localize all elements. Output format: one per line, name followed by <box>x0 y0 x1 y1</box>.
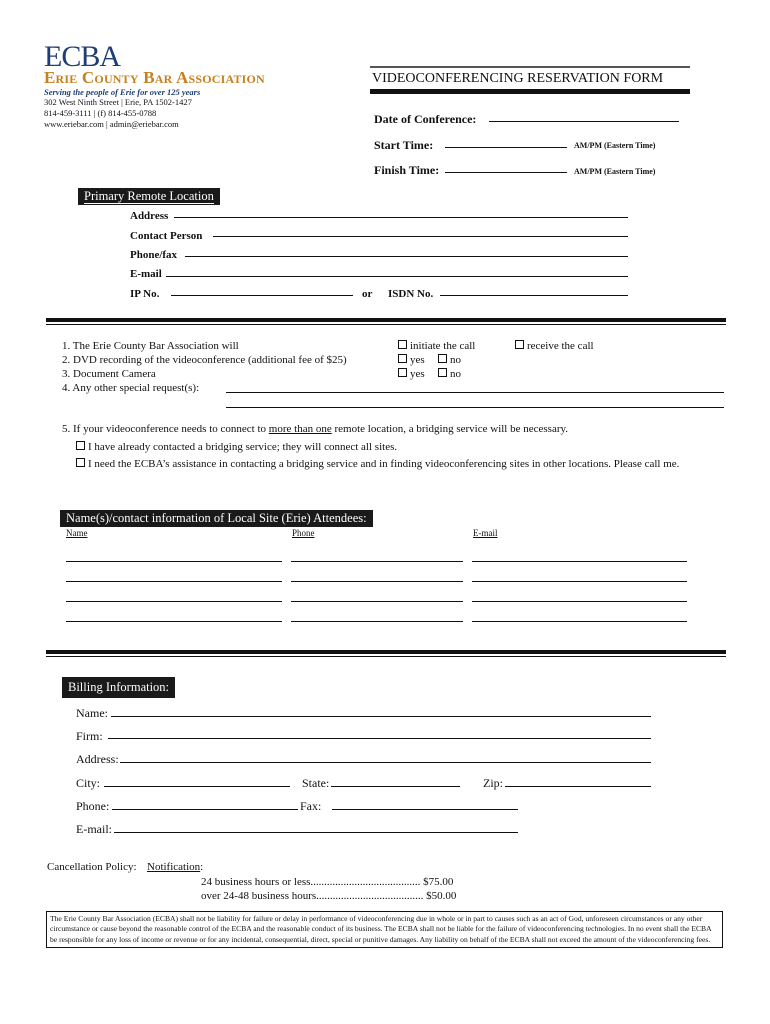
option-1: 1. The Erie County Bar Association will <box>62 340 239 352</box>
billing-address-label: Address: <box>76 752 119 766</box>
attendee-phone-field[interactable] <box>291 601 463 602</box>
camera-no-option[interactable]: no <box>438 368 461 380</box>
bridge-2-checkbox[interactable] <box>76 458 85 467</box>
option-2: 2. DVD recording of the videoconference (additional fee of $25) <box>62 354 347 366</box>
finish-ampm-note: AM/PM (Eastern Time) <box>574 167 656 176</box>
email-field[interactable] <box>166 276 628 277</box>
billing-heading: Billing Information: <box>62 677 175 698</box>
camera-yes-checkbox[interactable] <box>398 368 407 377</box>
billing-phone-label: Phone: <box>76 799 110 813</box>
dvd-yes-option[interactable]: yes <box>398 354 425 366</box>
address-field[interactable] <box>174 217 628 218</box>
phone-fax-label: Phone/fax <box>130 249 178 261</box>
org-address: 302 West Ninth Street | Erie, PA 1502-1427 <box>44 97 192 107</box>
start-time-field[interactable] <box>445 147 567 148</box>
special-request-field-2[interactable] <box>226 407 724 408</box>
receive-call-checkbox[interactable] <box>515 340 524 349</box>
initiate-call-option[interactable]: initiate the call <box>398 340 475 352</box>
org-phone: 814-459-3111 | (f) 814-455-0788 <box>44 108 157 118</box>
camera-no-checkbox[interactable] <box>438 368 447 377</box>
billing-firm-field[interactable] <box>108 738 651 739</box>
fee-line-1: 24 business hours or less........................................ $75.00 <box>201 876 454 888</box>
option-3: 3. Document Camera <box>62 368 156 380</box>
title-rule-top <box>370 66 690 68</box>
attendee-name-field[interactable] <box>66 601 282 602</box>
ip-label: IP No. <box>130 288 160 300</box>
ip-field[interactable] <box>171 295 353 296</box>
start-time-label: Start Time: <box>374 138 434 152</box>
isdn-field[interactable] <box>440 295 628 296</box>
bridge-option-1[interactable]: I have already contacted a bridging service; they will connect all sites. <box>76 441 397 453</box>
camera-yes-option[interactable]: yes <box>398 368 425 380</box>
attendee-phone-field[interactable] <box>291 621 463 622</box>
special-request-field-1[interactable] <box>226 392 724 393</box>
start-ampm-note: AM/PM (Eastern Time) <box>574 141 656 150</box>
ecba-logo: ECBA <box>44 40 121 73</box>
billing-name-field[interactable] <box>111 716 651 717</box>
billing-state-field[interactable] <box>331 786 460 787</box>
cancellation-notification: Notification: <box>147 861 204 873</box>
billing-state-label: State: <box>302 776 330 790</box>
attendee-name-field[interactable] <box>66 581 282 582</box>
billing-fax-label: Fax: <box>300 799 322 813</box>
bridge-option-2[interactable]: I need the ECBA’s assistance in contacting a bridging service and in finding videoconferencing sites in other locations. Please call me. <box>76 458 679 470</box>
billing-zip-label: Zip: <box>483 776 503 790</box>
attendee-email-field[interactable] <box>472 581 687 582</box>
attendee-name-field[interactable] <box>66 561 282 562</box>
initiate-call-checkbox[interactable] <box>398 340 407 349</box>
billing-fax-field[interactable] <box>332 809 518 810</box>
section-rule-2 <box>46 650 726 654</box>
option-4: 4. Any other special request(s): <box>62 382 200 394</box>
billing-name-label: Name: <box>76 706 108 720</box>
date-label: Date of Conference: <box>374 112 477 126</box>
primary-location-heading: Primary Remote Location <box>78 188 220 205</box>
or-label: or <box>362 288 373 300</box>
date-field[interactable] <box>489 121 679 122</box>
receive-call-option[interactable]: receive the call <box>515 340 594 352</box>
attendees-heading: Name(s)/contact information of Local Site (Erie) Attendees: <box>60 510 373 527</box>
contact-label: Contact Person <box>130 230 203 242</box>
address-label: Address <box>130 210 169 222</box>
billing-city-label: City: <box>76 776 101 790</box>
fee-line-2: over 24-48 business hours....................................... $50.00 <box>201 890 457 902</box>
org-web: www.eriebar.com | admin@eriebar.com <box>44 119 179 129</box>
form-title: VIDEOCONFERENCING RESERVATION FORM <box>372 71 664 86</box>
section-rule-1 <box>46 318 726 322</box>
org-tagline: Serving the people of Erie for over 125 years <box>44 87 201 97</box>
billing-firm-label: Firm: <box>76 729 103 743</box>
cancellation-label: Cancellation Policy: <box>47 861 137 873</box>
col-email-header: E-mail <box>473 528 498 538</box>
billing-zip-field[interactable] <box>505 786 651 787</box>
section-rule-2b <box>46 656 726 657</box>
billing-phone-field[interactable] <box>112 809 298 810</box>
isdn-label: ISDN No. <box>388 288 434 300</box>
option-5: 5. If your videoconference needs to connect to more than one remote location, a bridging service will be necessary. <box>62 423 569 435</box>
col-phone-header: Phone <box>292 528 315 538</box>
org-name: Erie County Bar Association <box>44 68 265 87</box>
attendee-name-field[interactable] <box>66 621 282 622</box>
billing-email-label: E-mail: <box>76 822 112 836</box>
phone-fax-field[interactable] <box>185 256 628 257</box>
billing-email-field[interactable] <box>114 832 518 833</box>
bridge-1-checkbox[interactable] <box>76 441 85 450</box>
finish-time-field[interactable] <box>445 172 567 173</box>
dvd-no-option[interactable]: no <box>438 354 461 366</box>
col-name-header: Name <box>66 528 88 538</box>
attendee-email-field[interactable] <box>472 601 687 602</box>
title-rule-bottom <box>370 89 690 94</box>
dvd-no-checkbox[interactable] <box>438 354 447 363</box>
billing-address-field[interactable] <box>120 762 651 763</box>
attendee-email-field[interactable] <box>472 621 687 622</box>
email-label: E-mail <box>130 268 162 280</box>
attendee-phone-field[interactable] <box>291 561 463 562</box>
finish-time-label: Finish Time: <box>374 163 440 177</box>
dvd-yes-checkbox[interactable] <box>398 354 407 363</box>
contact-field[interactable] <box>213 236 628 237</box>
liability-disclaimer: The Erie County Bar Association (ECBA) shall not be liability for failure or delay in performance of videoconferencing due in whole or in part to causes such as an act of God, unforeseen circumstances or any other circumstance or cause beyond the reasonable control of the ECBA and the reasonable conduct of its business. The ECBA shall not be liable for the failure of videoconferencing technologies. In no event shall the ECBA be responsible for any loss of income or revenue or for any incidental, consequential, direct, special or punitive damages. Any liability on behalf of the ECBA shall not exceed the amount of the videoconferencing fees. <box>46 911 723 948</box>
attendee-email-field[interactable] <box>472 561 687 562</box>
attendee-phone-field[interactable] <box>291 581 463 582</box>
billing-city-field[interactable] <box>104 786 290 787</box>
section-rule-1b <box>46 324 726 325</box>
